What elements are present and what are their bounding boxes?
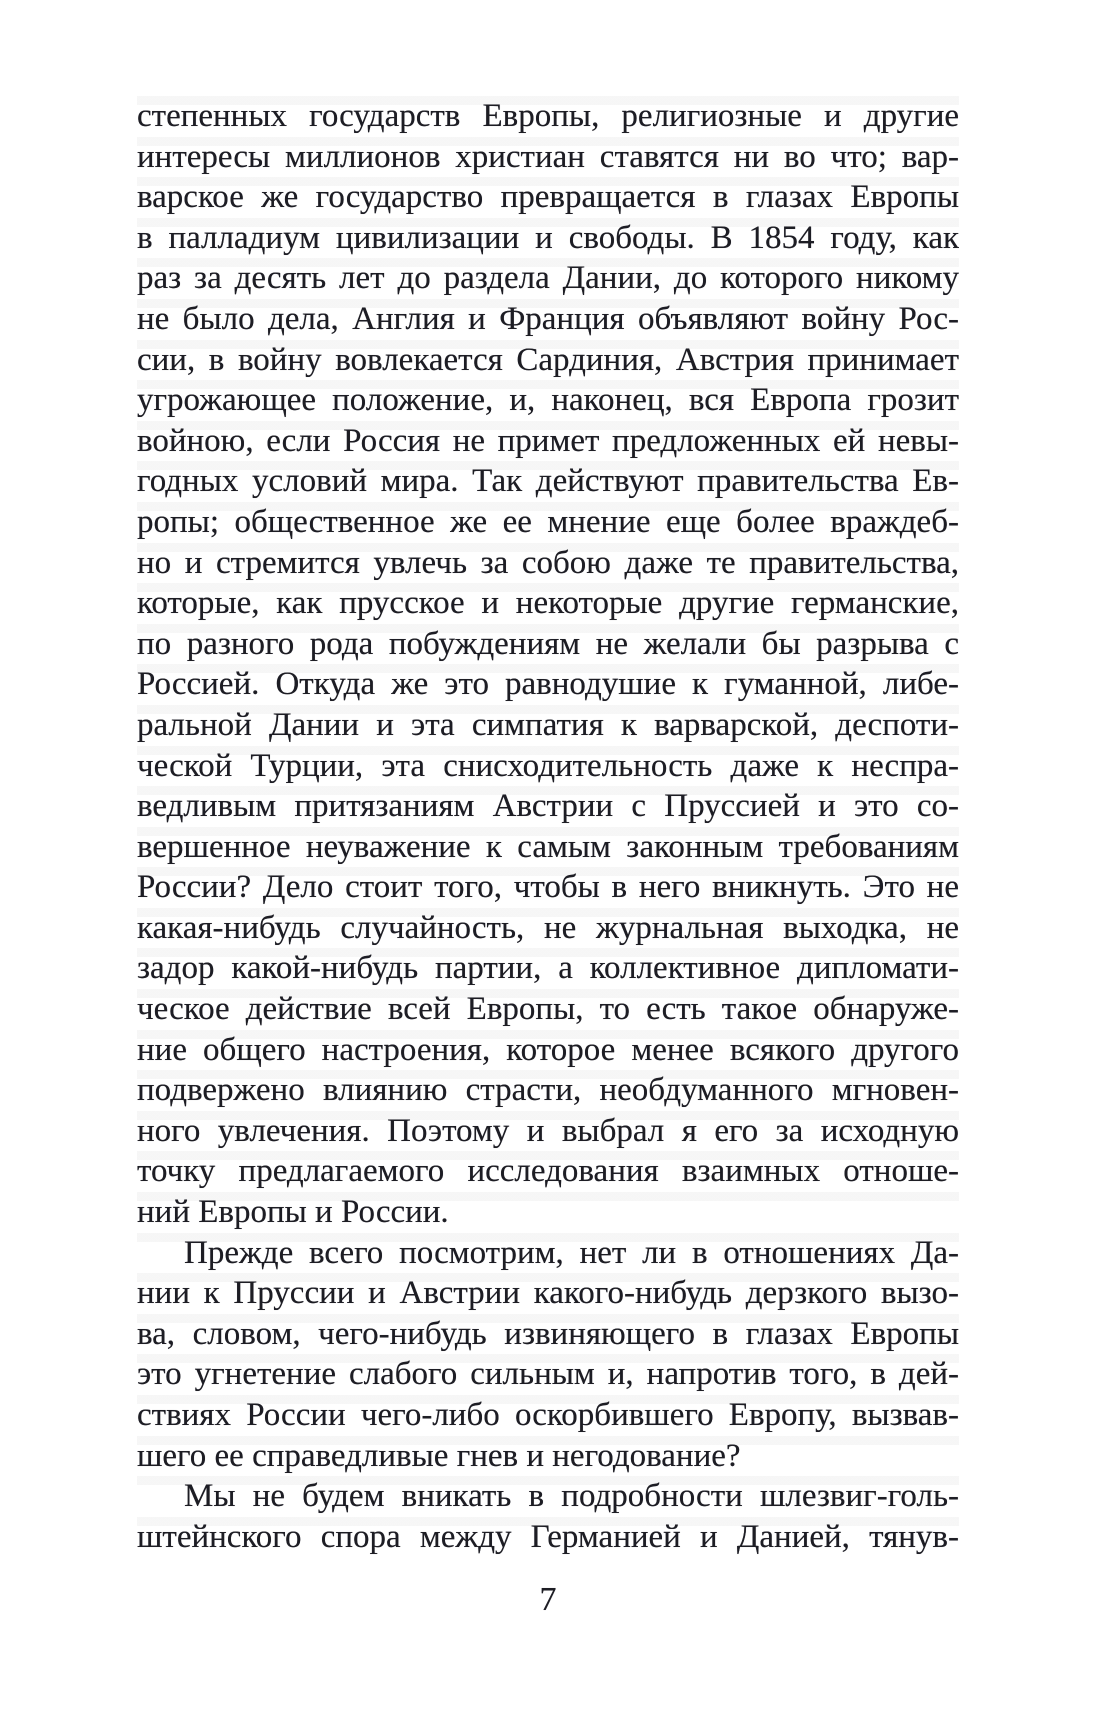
text-line: Прежде всего посмотрим, нет ли в отношениях Да- xyxy=(137,1233,959,1274)
page-number: 7 xyxy=(539,1581,557,1618)
text-line: России? Дело стоит того, чтобы в него вникнуть. Это не xyxy=(137,867,959,908)
text-line: войною, если Россия не примет предложенных ей невы- xyxy=(137,421,959,462)
text-line: ного увлечения. Поэтому и выбрал я его за исходную xyxy=(137,1111,959,1152)
text-line: ва, словом, чего-нибудь извиняющего в глазах Европы xyxy=(137,1314,959,1355)
text-line: Россией. Откуда же это равнодушие к гуманной, либе- xyxy=(137,664,959,705)
text-line: варское же государство превращается в глазах Европы xyxy=(137,177,959,218)
text-line: ческой Турции, эта снисходительность даже к неспра- xyxy=(137,746,959,787)
text-line: ческое действие всей Европы, то есть такое обнаруже- xyxy=(137,989,959,1030)
text-line: интересы миллионов христиан ставятся ни во что; вар- xyxy=(137,137,959,178)
text-line: угрожающее положение, и, наконец, вся Европа грозит xyxy=(137,380,959,421)
text-line: какая-нибудь случайность, не журнальная выходка, не xyxy=(137,908,959,949)
text-line: штейнского спора между Германией и Данией, тянув- xyxy=(137,1517,959,1558)
text-line: ние общего настроения, которое менее всякого другого xyxy=(137,1030,959,1071)
text-line: ведливым притязаниям Австрии с Пруссией и это со- xyxy=(137,786,959,827)
text-line: вершенное неуважение к самым законным требованиям xyxy=(137,827,959,868)
text-line: точку предлагаемого исследования взаимных отноше- xyxy=(137,1151,959,1192)
text-line: ральной Дании и эта симпатия к варварской, деспоти- xyxy=(137,705,959,746)
text-line: задор какой-нибудь партии, а коллективное дипломати- xyxy=(137,948,959,989)
text-line: которые, как прусское и некоторые другие германские, xyxy=(137,583,959,624)
page-text xyxy=(137,96,959,1557)
text-line: но и стремится увлечь за собою даже те правительства, xyxy=(137,543,959,584)
text-line: степенных государств Европы, религиозные и другие xyxy=(137,96,959,137)
text-line: нии к Пруссии и Австрии какого-нибудь дерзкого вызо- xyxy=(137,1273,959,1314)
text-line: ропы; общественное же ее мнение еще более враждеб- xyxy=(137,502,959,543)
text-line: шего ее справедливые гнев и негодование? xyxy=(137,1436,959,1477)
text-line: подвержено влиянию страсти, необдуманного мгновен- xyxy=(137,1070,959,1111)
text-line: Мы не будем вникать в подробности шлезвиг-голь- xyxy=(137,1476,959,1517)
text-line: сии, в войну вовлекается Сардиния, Австрия принимает xyxy=(137,340,959,381)
text-line: ний Европы и России. xyxy=(137,1192,959,1233)
text-line: не было дела, Англия и Франция объявляют войну Рос- xyxy=(137,299,959,340)
text-line: раз за десять лет до раздела Дании, до которого никому xyxy=(137,258,959,299)
text-line: ствиях России чего-либо оскорбившего Европу, вызвав- xyxy=(137,1395,959,1436)
text-line: годных условий мира. Так действуют правительства Ев- xyxy=(137,461,959,502)
text-line: в палладиум цивилизации и свободы. В 1854 году, как xyxy=(137,218,959,259)
text-line: это угнетение слабого сильным и, напротив того, в дей- xyxy=(137,1354,959,1395)
text-line: по разного рода побуждениям не желали бы разрыва с xyxy=(137,624,959,665)
